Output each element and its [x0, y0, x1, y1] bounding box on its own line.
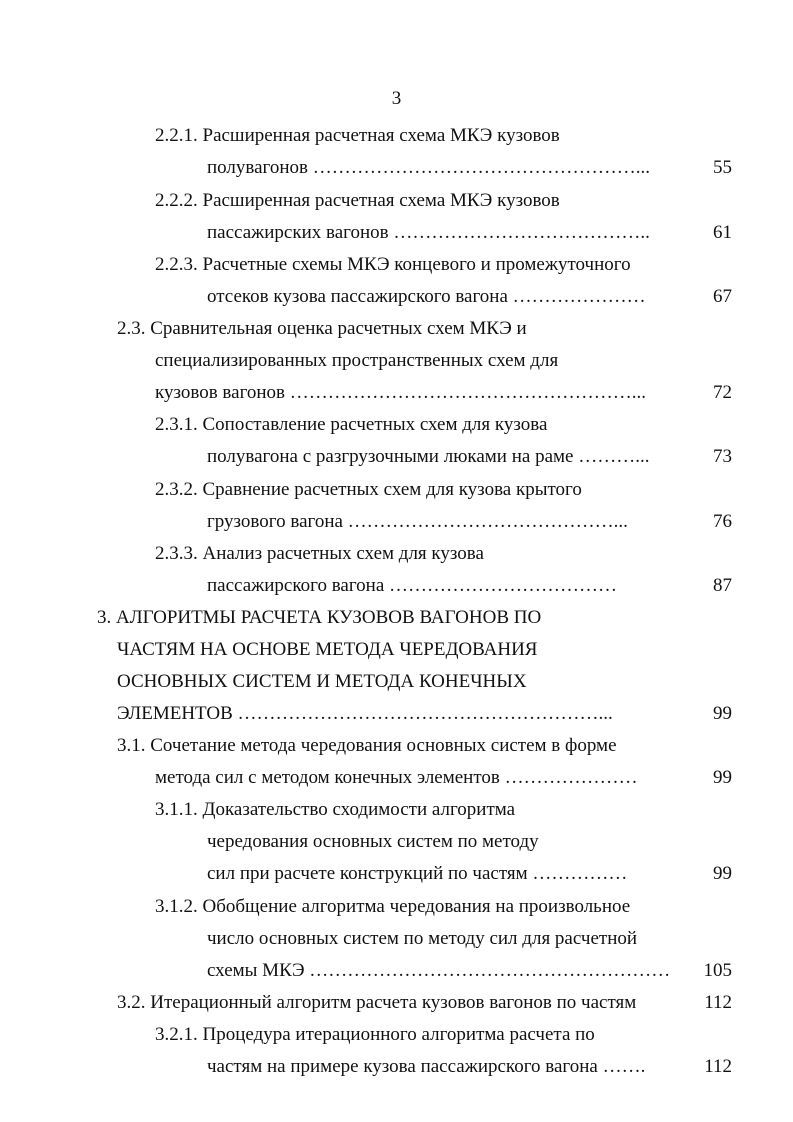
toc-page-number: 87 — [713, 575, 732, 596]
toc-chapter-line: ЧАСТЯМ НА ОСНОВЕ МЕТОДА ЧЕРЕДОВАНИЯ — [117, 639, 538, 660]
toc-entry-line: пассажирского вагона ……………………………… — [207, 575, 618, 596]
toc-entry-line: 2.3.2. Сравнение расчетных схем для кузова крытого — [155, 479, 582, 500]
toc-chapter-line: ОСНОВНЫХ СИСТЕМ И МЕТОДА КОНЕЧНЫХ — [117, 671, 527, 692]
toc-page-number: 76 — [713, 511, 732, 532]
toc-entry-line: метода сил с методом конечных элементов ………………… — [155, 767, 638, 788]
toc-entry-line: 3.1. Сочетание метода чередования основных систем в форме — [117, 735, 617, 756]
toc-page-number: 99 — [713, 767, 732, 788]
toc-entry-line: 2.3.1. Сопоставление расчетных схем для кузова — [155, 414, 548, 435]
toc-entry-line: кузовов вагонов ………………………………………………... — [155, 382, 647, 403]
toc-entry-line: 3.2. Итерационный алгоритм расчета кузовов вагонов по частям — [117, 992, 637, 1013]
toc-chapter-line: 3. АЛГОРИТМЫ РАСЧЕТА КУЗОВОВ ВАГОНОВ ПО — [97, 607, 542, 628]
toc-entry-line: полувагонов ……………………………………………... — [207, 157, 651, 178]
toc-entry-line: пассажирских вагонов ………………………………….. — [207, 222, 650, 243]
toc-entry-line: грузового вагона ……………………………………... — [207, 511, 628, 532]
toc-entry-line: 2.2.2. Расширенная расчетная схема МКЭ кузовов — [155, 190, 560, 211]
toc-page-number: 99 — [713, 863, 732, 884]
toc-entry-line: 2.3.3. Анализ расчетных схем для кузова — [155, 543, 484, 564]
toc-entry-line: 2.3. Сравнительная оценка расчетных схем МКЭ и — [117, 318, 527, 339]
toc-entry-line: полувагона с разгрузочными люками на раме ………... — [207, 446, 650, 467]
toc-entry-line: чередования основных систем по методу — [207, 831, 539, 852]
toc-page-number: 72 — [713, 382, 732, 403]
toc-chapter-line: ЭЛЕМЕНТОВ …………………………………………………... — [117, 703, 613, 724]
toc-entry-line: отсеков кузова пассажирского вагона ………………… — [207, 286, 646, 307]
toc-page-number: 99 — [713, 703, 732, 724]
toc-entry-line: 2.2.1. Расширенная расчетная схема МКЭ кузовов — [155, 125, 560, 146]
toc-page-number: 61 — [713, 222, 732, 243]
toc-page-number: 112 — [704, 992, 732, 1013]
toc-entry-line: сил при расчете конструкций по частям …………… — [207, 863, 628, 884]
toc-entry-line: частям на примере кузова пассажирского вагона ……. — [207, 1056, 646, 1077]
toc-page-number: 105 — [703, 960, 732, 981]
toc-entry-line: число основных систем по методу сил для расчетной — [207, 928, 638, 949]
toc-page-number: 67 — [713, 286, 732, 307]
toc-page-number: 73 — [713, 446, 732, 467]
toc-entry-line: специализированных пространственных схем для — [155, 350, 559, 371]
toc-entry-line: 3.1.1. Доказательство сходимости алгоритма — [155, 799, 516, 820]
toc-page-number: 112 — [704, 1056, 732, 1077]
page-number: 3 — [391, 88, 402, 109]
toc-entry-line: схемы МКЭ ………………………………………………… — [207, 960, 671, 981]
toc-entry-line: 3.2.1. Процедура итерационного алгоритма расчета по — [155, 1024, 595, 1045]
toc-entry-line: 2.2.3. Расчетные схемы МКЭ концевого и промежуточного — [155, 254, 631, 275]
toc-page-number: 55 — [713, 157, 732, 178]
toc-entry-line: 3.1.2. Обобщение алгоритма чередования на произвольное — [155, 896, 631, 917]
